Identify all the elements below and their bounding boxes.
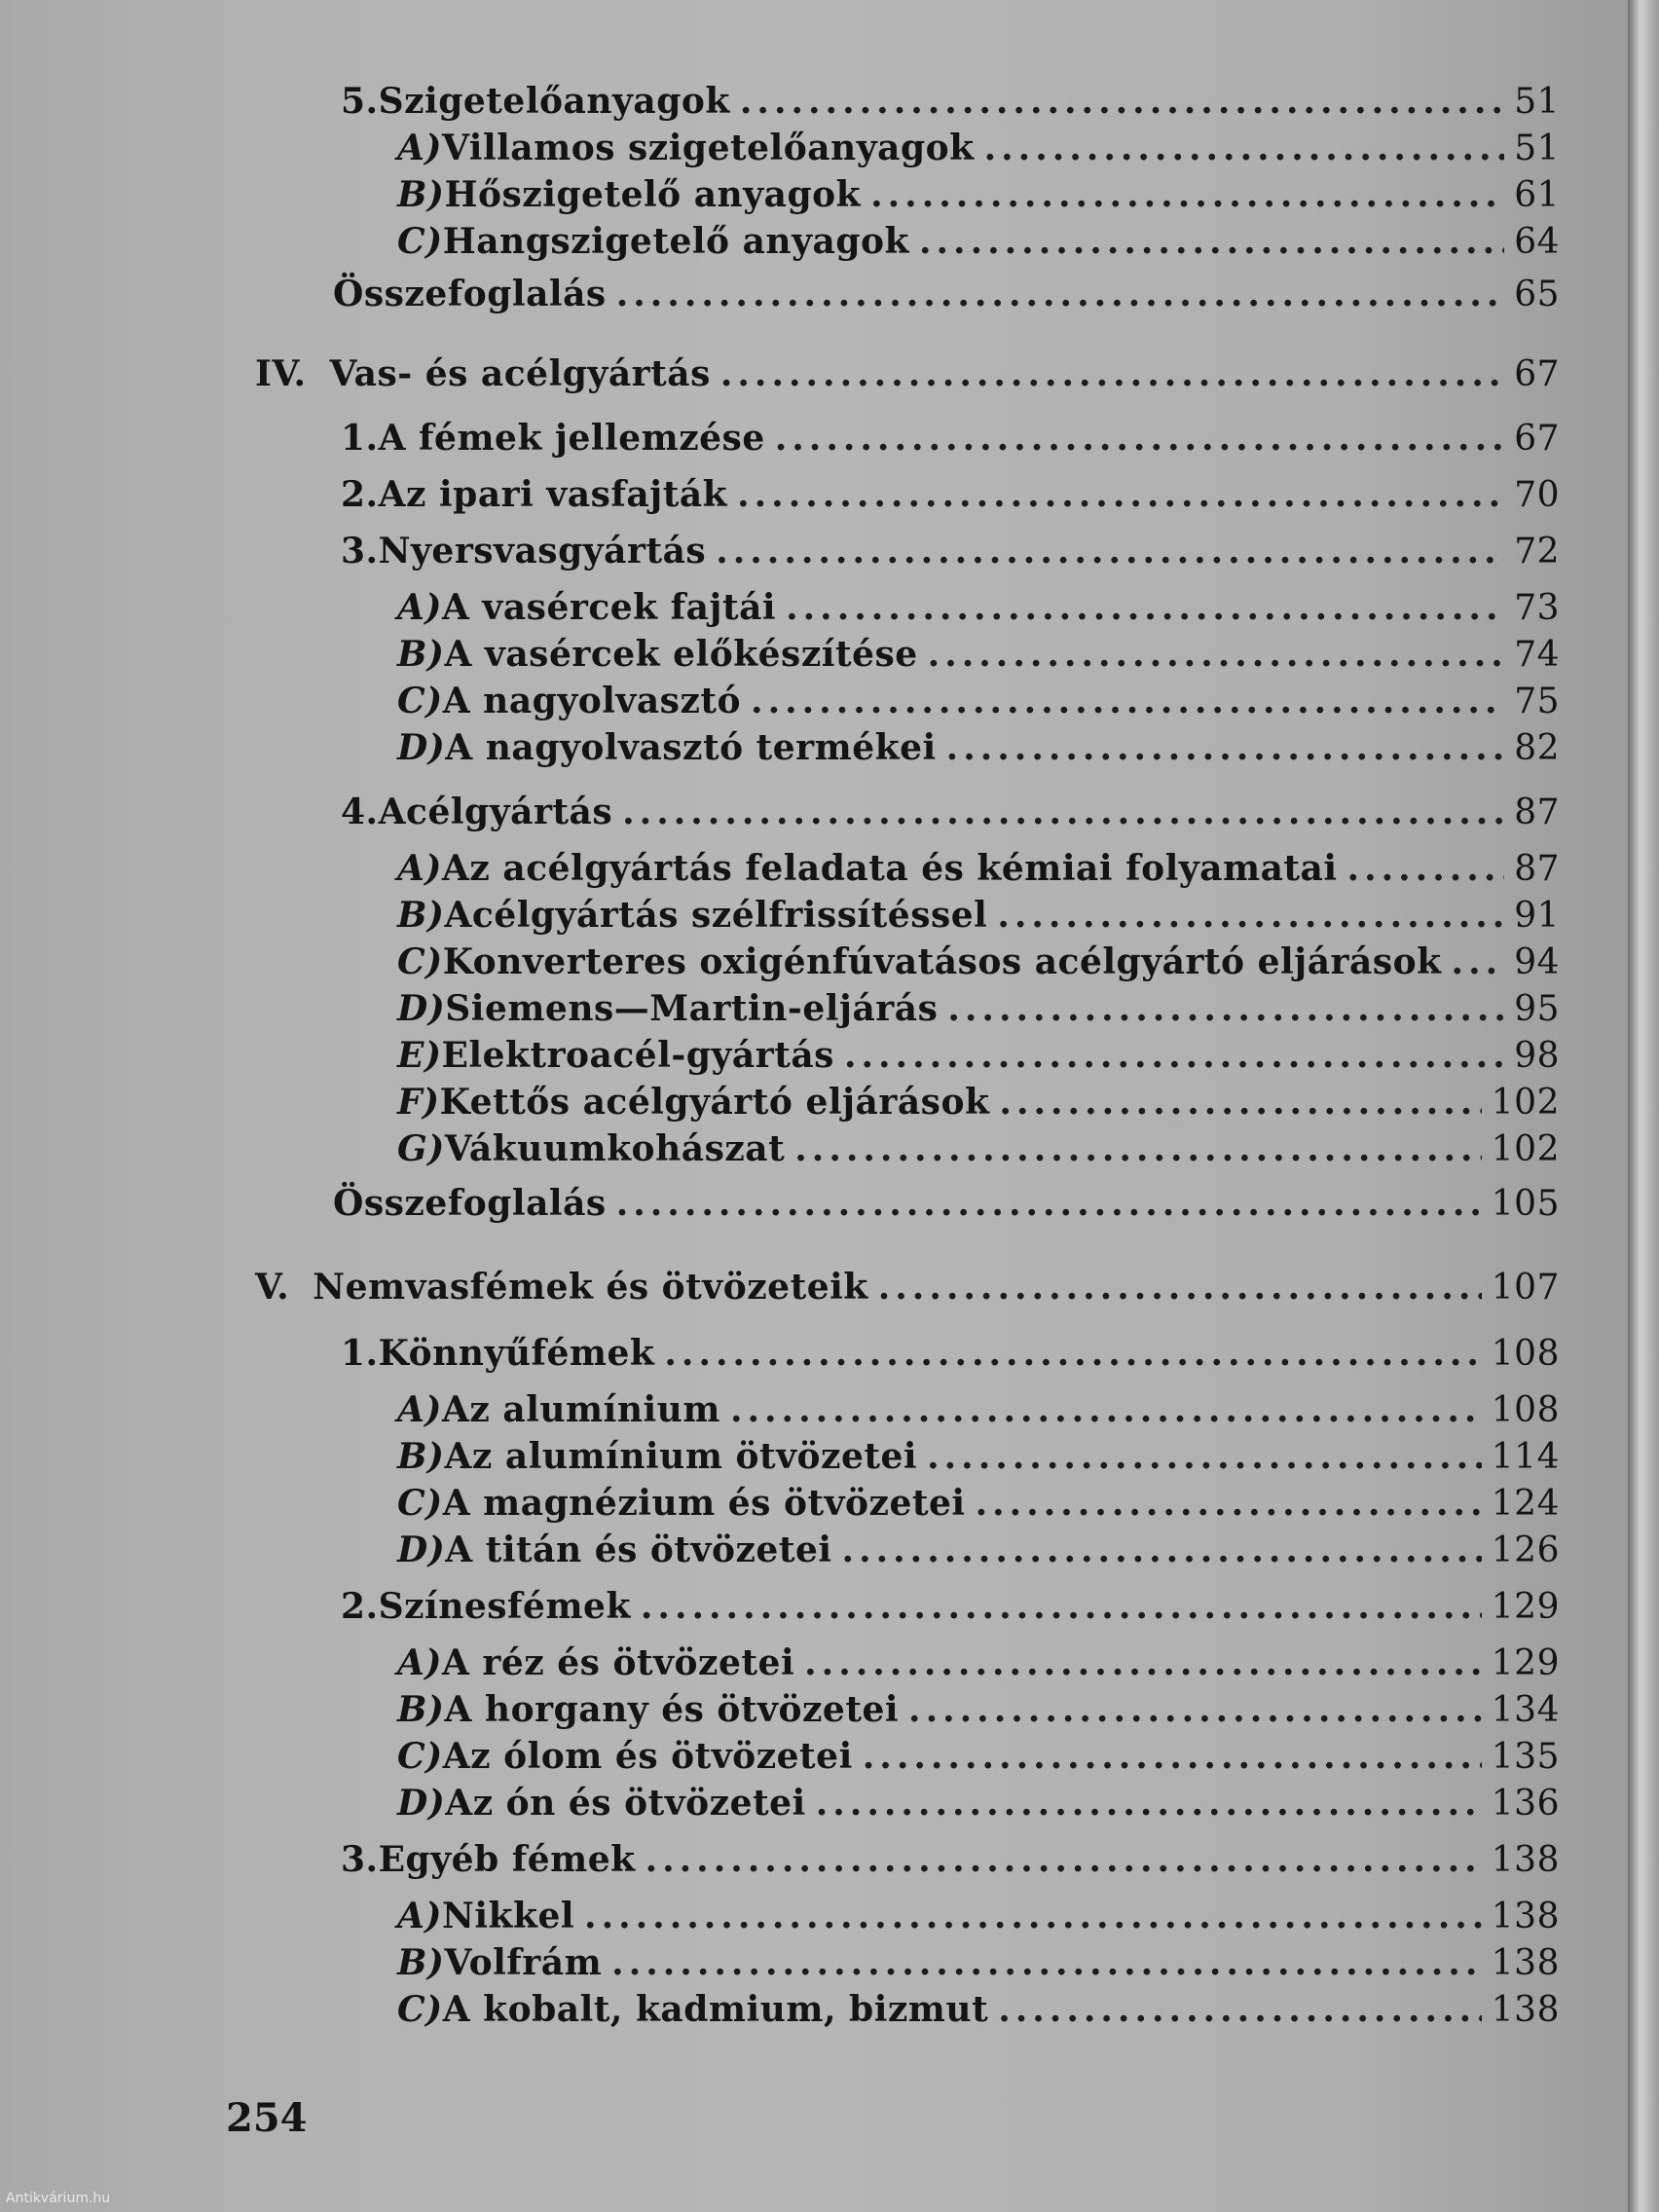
toc-entry xyxy=(341,791,1560,833)
toc-entry-title: Elektroacél-gyártás xyxy=(441,1035,834,1076)
toc-entry xyxy=(333,1182,1560,1225)
toc-entry xyxy=(397,1482,1560,1525)
toc-entry-page: 135 xyxy=(1491,1737,1560,1777)
toc-entry-title: A titán és ötvözetei xyxy=(445,1530,832,1570)
dot-leader xyxy=(641,1585,1482,1628)
subsection-letter: D) xyxy=(397,1530,446,1570)
subsection-letter: B) xyxy=(397,1436,445,1477)
toc-entry-page: 129 xyxy=(1491,1643,1560,1683)
subsection-letter: C) xyxy=(397,1483,443,1524)
toc-entry xyxy=(397,1034,1560,1077)
toc-entry-page: 136 xyxy=(1491,1784,1560,1824)
dot-leader xyxy=(616,1182,1482,1225)
book-spine-edge xyxy=(1628,0,1659,2212)
toc-entry xyxy=(341,80,1560,123)
toc-entry-title: Az alumínium xyxy=(441,1389,720,1430)
toc-entry xyxy=(397,633,1560,676)
subsection-letter: B) xyxy=(397,895,445,936)
subsection-letter: B) xyxy=(397,634,445,675)
subsection-letter: C) xyxy=(397,1736,443,1777)
toc-entry-title: Az ólom és ötvözetei xyxy=(442,1736,853,1777)
dot-leader xyxy=(622,791,1504,833)
dot-leader xyxy=(645,1838,1482,1881)
toc-entry xyxy=(341,530,1560,572)
toc-entry-page: 102 xyxy=(1491,1129,1560,1169)
dot-leader xyxy=(720,352,1504,395)
dot-leader xyxy=(844,1034,1504,1077)
toc-entry xyxy=(397,847,1560,890)
dot-leader xyxy=(786,586,1504,629)
toc-entry-title: Az ipari vasfajták xyxy=(378,474,728,515)
subsection-letter: E) xyxy=(397,1035,442,1076)
toc-entry-page: 72 xyxy=(1514,532,1560,571)
dot-leader xyxy=(927,1435,1482,1478)
toc-entry-page: 51 xyxy=(1514,82,1560,122)
subsection-letter: A) xyxy=(397,587,442,628)
dot-leader xyxy=(842,1529,1482,1571)
subsection-letter: B) xyxy=(397,1942,445,1983)
toc-entry-title: Nemvasfémek és ötvözeteik xyxy=(313,1267,868,1308)
toc-entry xyxy=(397,1529,1560,1571)
toc-entry xyxy=(333,273,1560,315)
toc-entry xyxy=(397,1895,1560,1937)
dot-leader xyxy=(716,530,1504,572)
toc-entry-page: 73 xyxy=(1514,588,1560,628)
toc-entry-title: Nyersvasgyártás xyxy=(378,531,707,571)
subsection-letter: D) xyxy=(397,727,446,768)
dot-leader xyxy=(999,1081,1481,1124)
toc-entry-title: A nagyolvasztó xyxy=(442,681,742,721)
toc-entry xyxy=(341,473,1560,516)
toc-entry xyxy=(341,1838,1560,1881)
toc-entry-title: Konverteres oxigénfúvatásos acélgyártó eljárások xyxy=(442,941,1442,982)
toc-entry xyxy=(255,352,1560,395)
subsection-letter: B) xyxy=(397,174,445,215)
dot-leader xyxy=(584,1895,1482,1937)
toc-entry-title: A réz és ötvözetei xyxy=(441,1642,795,1683)
toc-entry-title: A nagyolvasztó termékei xyxy=(445,727,937,768)
toc-entry-page: 64 xyxy=(1514,222,1560,262)
dot-leader xyxy=(919,220,1504,263)
toc-entry xyxy=(341,1585,1560,1628)
toc-entry-title: Színesfémek xyxy=(378,1586,631,1627)
toc-entry xyxy=(397,586,1560,629)
toc-entry-title: Siemens—Martin-eljárás xyxy=(445,988,939,1029)
toc-entry xyxy=(255,1266,1560,1309)
dot-leader xyxy=(947,987,1504,1030)
chapter-number: V. xyxy=(255,1267,290,1308)
toc-entry xyxy=(397,987,1560,1030)
section-number: 3. xyxy=(341,1839,379,1880)
toc-entry-title: Volfrám xyxy=(444,1942,603,1983)
toc-entry-title: Egyéb fémek xyxy=(378,1839,636,1880)
toc-entry-page: 67 xyxy=(1514,354,1560,394)
subsection-letter: C) xyxy=(397,681,443,721)
dot-leader xyxy=(863,1735,1482,1778)
toc-entry-page: 134 xyxy=(1491,1690,1560,1730)
toc-entry xyxy=(397,940,1560,983)
subsection-letter: C) xyxy=(397,1989,443,2030)
toc-entry-title: Összefoglalás xyxy=(333,274,607,314)
toc-entry-page: 87 xyxy=(1514,793,1560,832)
toc-entry xyxy=(397,1388,1560,1431)
toc-entry-title: Kettős acélgyártó eljárások xyxy=(439,1082,990,1123)
toc-entry xyxy=(397,127,1560,169)
subsection-letter: B) xyxy=(397,1689,445,1730)
toc-entry xyxy=(397,1688,1560,1731)
toc-entry-page: 138 xyxy=(1491,1897,1560,1936)
toc-entry-title: A vasércek előkészítése xyxy=(444,634,918,675)
toc-entry xyxy=(397,1641,1560,1684)
toc-entry-page: 65 xyxy=(1514,275,1560,314)
toc-entry xyxy=(397,220,1560,263)
dot-leader xyxy=(775,417,1504,460)
subsection-letter: A) xyxy=(397,128,442,168)
toc-entry-title: Az ón és ötvözetei xyxy=(445,1783,806,1824)
toc-entry-title: Az alumínium ötvözetei xyxy=(444,1436,918,1477)
toc-entry-title: Vas- és acélgyártás xyxy=(329,353,711,394)
dot-leader xyxy=(737,473,1504,516)
dot-leader xyxy=(751,680,1504,722)
toc-entry-page: 129 xyxy=(1491,1587,1560,1627)
toc-entry-title: Acélgyártás szélfrissítéssel xyxy=(444,895,988,936)
dot-leader xyxy=(611,1941,1482,1984)
subsection-letter: D) xyxy=(397,988,446,1029)
dot-leader xyxy=(1347,847,1505,890)
dot-leader xyxy=(804,1641,1482,1684)
toc-entry-page: 138 xyxy=(1491,1990,1560,2030)
dot-leader xyxy=(1452,940,1505,983)
toc-entry-page: 70 xyxy=(1514,475,1560,515)
toc-entry-title: Villamos szigetelőanyagok xyxy=(441,128,975,168)
watermark: Antikvárium.hu xyxy=(6,2191,111,2206)
toc-entry-title: A vasércek fajtái xyxy=(441,587,777,628)
toc-entry-title: Nikkel xyxy=(441,1896,575,1936)
toc-entry-page: 74 xyxy=(1514,635,1560,675)
toc-entry xyxy=(397,1941,1560,1984)
dot-leader xyxy=(870,173,1504,216)
toc-entry xyxy=(397,726,1560,769)
subsection-letter: A) xyxy=(397,848,442,889)
subsection-letter: C) xyxy=(397,221,443,262)
dot-leader xyxy=(816,1782,1482,1825)
dot-leader xyxy=(997,894,1504,937)
toc-entry-page: 51 xyxy=(1514,129,1560,168)
toc-entry-page: 124 xyxy=(1491,1484,1560,1524)
section-number: 2. xyxy=(341,474,379,515)
toc-entry-title: Az acélgyártás feladata és kémiai folyamatai xyxy=(441,848,1338,889)
section-number: 3. xyxy=(341,531,379,571)
toc-entry-title: Hangszigetelő anyagok xyxy=(442,221,909,262)
section-number: 4. xyxy=(341,792,379,832)
dot-leader xyxy=(616,273,1505,315)
toc-entry xyxy=(341,417,1560,460)
toc-entry-page: 108 xyxy=(1491,1390,1560,1430)
subsection-letter: F) xyxy=(397,1082,440,1123)
section-number: 1. xyxy=(341,418,379,459)
toc-entry xyxy=(397,173,1560,216)
section-number: 5. xyxy=(341,81,379,122)
toc-entry-page: 108 xyxy=(1491,1334,1560,1374)
dot-leader xyxy=(740,80,1504,123)
page-number: 254 xyxy=(226,2095,308,2141)
toc-entry-title: Összefoglalás xyxy=(333,1183,607,1224)
toc-entry-page: 94 xyxy=(1514,942,1560,982)
toc-entry-title: Vákuumkohászat xyxy=(444,1128,786,1169)
toc-entry-title: Acélgyártás xyxy=(378,792,613,832)
section-number: 1. xyxy=(341,1333,379,1374)
dot-leader xyxy=(984,127,1505,169)
dot-leader xyxy=(794,1127,1482,1170)
toc-entry xyxy=(397,1081,1560,1124)
dot-leader xyxy=(976,1482,1482,1525)
subsection-letter: D) xyxy=(397,1783,446,1824)
dot-leader xyxy=(730,1388,1482,1431)
toc-entry-page: 107 xyxy=(1491,1268,1560,1308)
toc-entry xyxy=(397,680,1560,722)
subsection-letter: A) xyxy=(397,1896,442,1936)
section-number: 2. xyxy=(341,1586,379,1627)
toc-entry-page: 105 xyxy=(1491,1184,1560,1224)
chapter-number: IV. xyxy=(255,353,307,394)
toc-entry xyxy=(397,1988,1560,2031)
toc-entry xyxy=(397,1782,1560,1825)
dot-leader xyxy=(664,1332,1481,1375)
toc-entry-page: 95 xyxy=(1514,989,1560,1029)
toc-entry xyxy=(397,1435,1560,1478)
dot-leader xyxy=(878,1266,1482,1309)
toc-entry xyxy=(397,894,1560,937)
toc-entry-page: 82 xyxy=(1514,728,1560,768)
toc-entry-page: 138 xyxy=(1491,1840,1560,1880)
subsection-letter: C) xyxy=(397,941,443,982)
toc-entry-page: 67 xyxy=(1514,419,1560,459)
toc-entry xyxy=(341,1332,1560,1375)
toc-entry-title: Hőszigetelő anyagok xyxy=(444,174,862,215)
toc-entry-page: 114 xyxy=(1491,1437,1560,1477)
toc-entry-title: A fémek jellemzése xyxy=(378,418,765,459)
toc-entry-title: A kobalt, kadmium, bizmut xyxy=(442,1989,989,2030)
subsection-letter: A) xyxy=(397,1642,442,1683)
dot-leader xyxy=(998,1988,1482,2031)
toc-entry-page: 91 xyxy=(1514,896,1560,936)
toc-entry-page: 126 xyxy=(1491,1530,1560,1570)
toc-entry xyxy=(397,1127,1560,1170)
toc-entry-title: Könnyűfémek xyxy=(378,1333,655,1374)
toc-entry-title: Szigetelőanyagok xyxy=(378,81,730,122)
subsection-letter: G) xyxy=(397,1128,445,1169)
toc-entry-page: 61 xyxy=(1514,175,1560,215)
toc-entry-page: 138 xyxy=(1491,1943,1560,1983)
dot-leader xyxy=(928,633,1505,676)
dot-leader xyxy=(908,1688,1482,1731)
toc-entry-page: 87 xyxy=(1514,849,1560,889)
toc-entry-page: 75 xyxy=(1514,682,1560,721)
toc-entry-title: A horgany és ötvözetei xyxy=(444,1689,900,1730)
toc-entry xyxy=(397,1735,1560,1778)
dot-leader xyxy=(946,726,1505,769)
toc-entry-page: 98 xyxy=(1514,1036,1560,1076)
toc-entry-title: A magnézium és ötvözetei xyxy=(442,1483,966,1524)
subsection-letter: A) xyxy=(397,1389,442,1430)
toc-entry-page: 102 xyxy=(1491,1083,1560,1123)
